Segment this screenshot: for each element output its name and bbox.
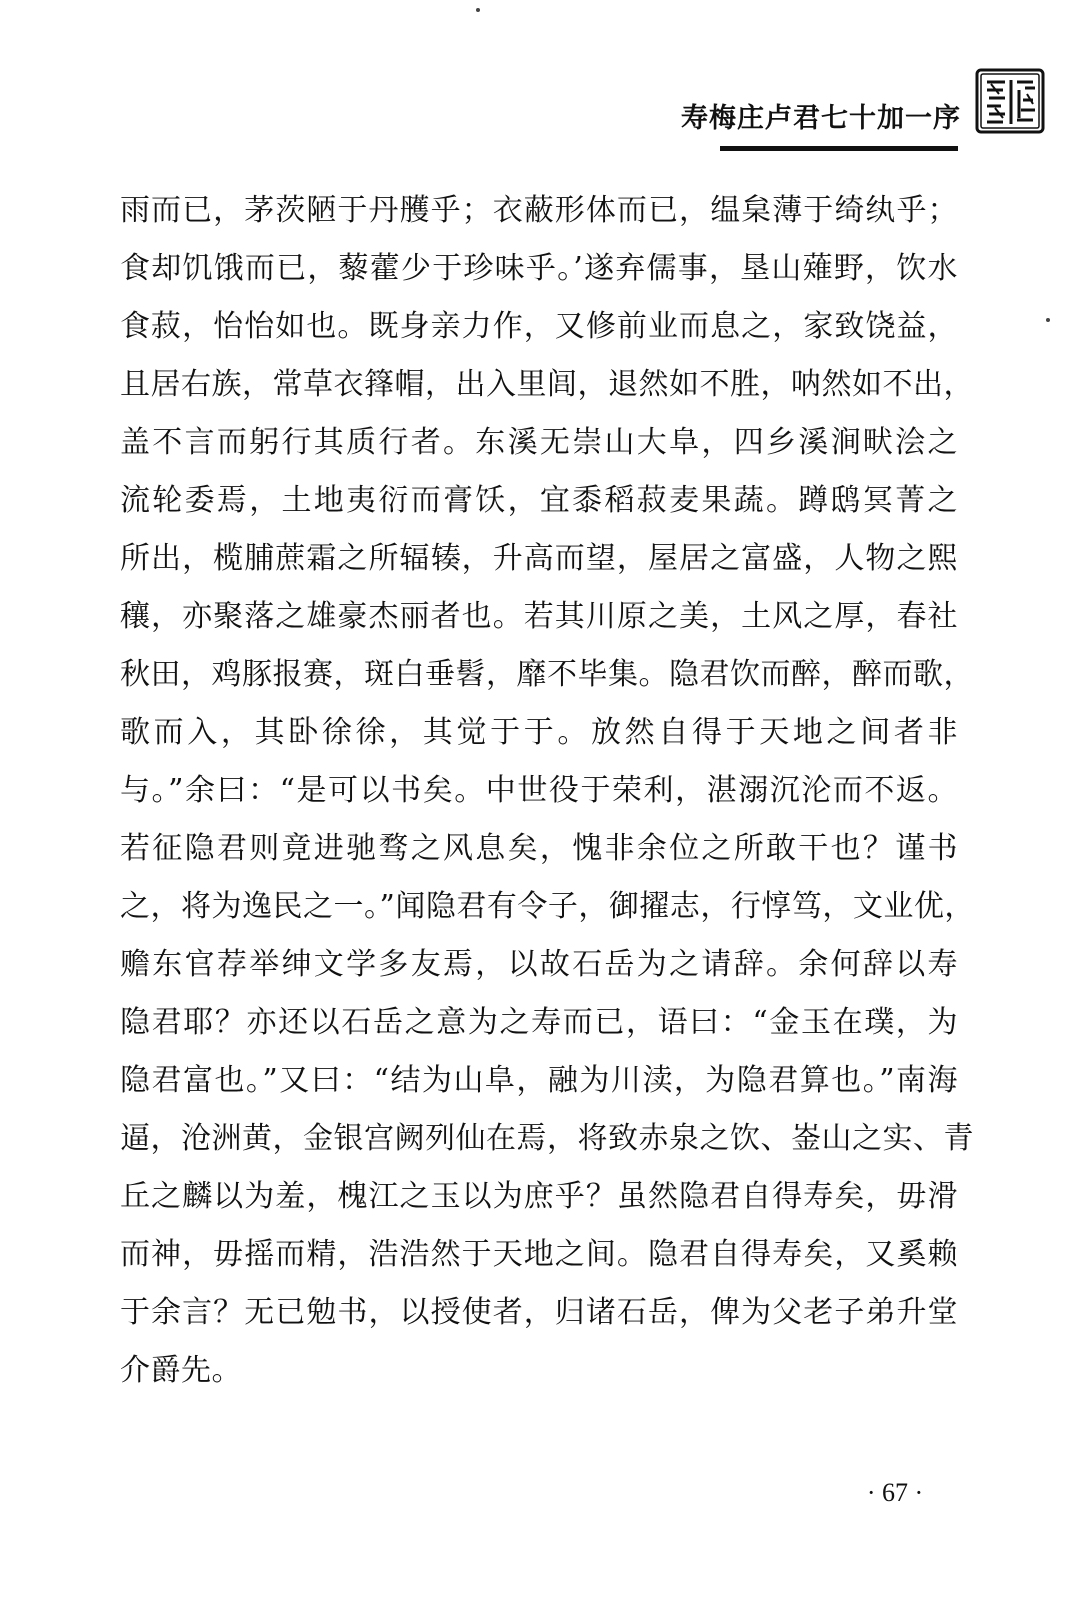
- text-line: 介爵先。: [120, 1353, 242, 1388]
- text-line: 秋田，鸡豚报赛，斑白垂髫，靡不毕集。隐君饮而醉，醉而歌，: [120, 657, 974, 692]
- page-header: [0, 0, 1081, 160]
- text-line: 之，将为逸民之一。”闻隐君有令子，御擢志，行惇笃，文业优，: [120, 889, 975, 924]
- text-line: 逼，沧洲黄，金银宫阙列仙在焉，将致赤泉之饮、崟山之实、青: [120, 1121, 974, 1156]
- page-number: · 67 ·: [866, 1478, 924, 1507]
- text-line: 若征隐君则竟进驰骛之风息矣，愧非余位之所敢干也？谨书: [120, 831, 958, 866]
- text-line: 与。”余曰：“是可以书矣。中世役于荣利，湛溺沉沦而不返。: [120, 773, 958, 808]
- text-line: 食却饥饿而已，藜藿少于珍味乎。’遂弃儒事，垦山薙野，饮水: [120, 251, 958, 286]
- running-header-title: 寿梅庄卢君七十加一序: [681, 103, 961, 134]
- seal-stamp-icon: [975, 68, 1045, 134]
- text-line: 流轮委焉，土地夷衍而膏饫，宜黍稻菽麦果蔬。蹲鸱冥菁之: [120, 483, 958, 518]
- text-line: 穰，亦聚落之雄豪杰丽者也。若其川原之美，土风之厚，春社: [120, 599, 958, 634]
- text-line: 雨而已，茅茨陋于丹雘乎；衣蔽形体而已，缊枲薄于绮纨乎；: [120, 193, 958, 228]
- text-line: 歌而入，其卧徐徐，其觉于于。放然自得于天地之间者非: [120, 715, 958, 750]
- text-line: 且居右族，常草衣箨帽，出入里闾，退然如不胜，呐然如不出，: [120, 367, 974, 402]
- text-line: 所出，榄脯蔗霜之所辐辏，升高而望，屋居之富盛，人物之熙: [120, 541, 958, 576]
- scan-speck: [476, 8, 480, 12]
- text-line: 隐君耶？亦还以石岳之意为之寿而已，语曰：“金玉在璞，为: [120, 1005, 958, 1040]
- scan-speck: [1046, 318, 1050, 322]
- text-line: 隐君富也。”又曰：“结为山阜，融为川渎，为隐君算也。”南海: [120, 1063, 958, 1098]
- body-text: [120, 182, 975, 1400]
- text-line: 食菽，怡怡如也。既身亲力作，又修前业而息之，家致饶益，: [120, 309, 958, 344]
- header-rule: [720, 146, 958, 151]
- text-line: 而神，毋摇而精，浩浩然于天地之间。隐君自得寿矣，又奚赖: [120, 1237, 958, 1272]
- text-line: 于余言？无已勉书，以授使者，归诸石岳，俾为父老子弟升堂: [120, 1295, 958, 1330]
- text-line: 赡东官荐举绅文学多友焉，以故石岳为之请辞。余何辞以寿: [120, 947, 958, 982]
- text-line: 盖不言而躬行其质行者。东溪无崇山大阜，四乡溪涧畎浍之: [120, 425, 958, 460]
- text-line: 丘之麟以为羞，槐江之玉以为庶乎？虽然隐君自得寿矣，毋滑: [120, 1179, 958, 1214]
